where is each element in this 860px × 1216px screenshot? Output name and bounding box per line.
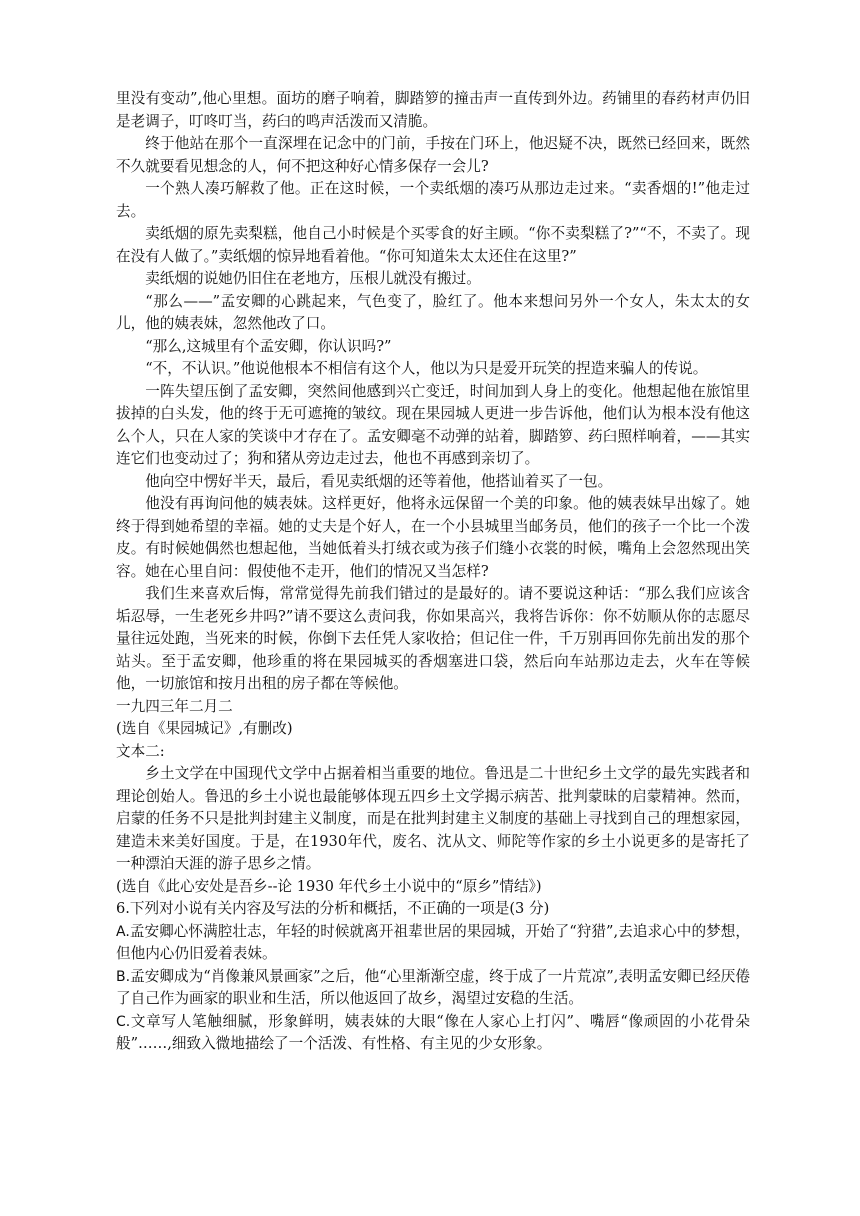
source-note: (选自《此心安处是吾乡--论 1930 年代乡土小说中的“原乡”情结》) [116, 877, 542, 895]
paragraph: 卖纸烟的说她仍旧住在老地方，压根儿就没有搬过。 [145, 270, 481, 287]
option-text: 孟安卿成为“肖像兼风景画家”之后，他“心里渐渐空虚，终于成了一片荒凉”,表明孟安卿已经厌倦了自己作为画家的职业和生活，所以他返回了故乡，渴望过安稳的生活。 [116, 967, 750, 1007]
paragraph: “那么,这城里有个孟安卿，你认识吗?” [145, 337, 392, 355]
text1-section [116, 88, 750, 1056]
option-b [116, 966, 750, 1011]
date-line: 一九四三年二月二 [116, 697, 233, 715]
paragraph: 里没有变动”,他心里想。面坊的磨子响着，脚踏箩的撞击声一直传到外边。药铺里的春药材声仍旧是老调子，叮咚叮当，药臼的鸣声活泼而又清脆。 [116, 90, 750, 130]
paragraph: “不，不认识。”他说他根本不相信有这个人，他以为只是爱开玩笑的捏造来骗人的传说。 [145, 360, 708, 377]
option-label: B. [116, 968, 131, 985]
option-text: 孟安卿心怀满腔壮志，年轻的时候就离开祖辈世居的果园城，开始了“狩猎”,去追求心中的梦想，但他内心仍旧爱着表妹。 [116, 922, 750, 962]
paragraph: “那么——”孟安卿的心跳起来，气色变了，脸红了。他本来想问另外一个女人，朱太太的女儿，他的姨表妹，忽然他改了口。 [116, 292, 750, 332]
question-stem: 6.下列对小说有关内容及写法的分析和概括，不正确的一项是(3 分) [116, 900, 550, 917]
option-label: A. [116, 923, 130, 940]
option-text: 文章写人笔触细腻，形象鲜明，姨表妹的大眼“像在人家心上打闪”、嘴唇“像顽固的小花骨朵般”……,细致入微地描绘了一个活泼、有性格、有主见的少女形象。 [116, 1012, 750, 1052]
paragraph: 乡土文学在中国现代文学中占据着相当重要的地位。鲁迅是二十世纪乡土文学的最先实践者和理论创始人。鲁迅的乡土小说也最能够体现五四乡土文学揭示病苦、批判蒙昧的启蒙精神。然而，启蒙的任务不只是批判封建主义制度，而是在批判封建主义制度的基础上寻找到自己的理想家园，建造未来美好国度。于是，在1930年代，废名、沈从文、师陀等作家的乡土小说更多的是寄托了一种漂泊天涯的游子思乡之情。 [116, 765, 750, 872]
paragraph: 他没有再询问他的姨表妹。这样更好，他将永远保留一个美的印象。他的姨表妹早出嫁了。她终于得到她希望的幸福。她的丈夫是个好人，在一个小县城里当邮务员，他们的孩子一个比一个泼皮。有时候她偶然也想起他，当她低着头打绒衣或为孩子们缝小衣裳的时候，嘴角上会忽然现出笑容。她在心里自问：假使他不走开，他们的情况又当怎样? [116, 495, 750, 580]
option-a [116, 921, 750, 966]
option-c [116, 1011, 750, 1056]
paragraph: 我们生来喜欢后悔，常常觉得先前我们错过的是最好的。请不要说这种话：“那么我们应该含垢忍辱，一生老死乡井吗?”请不要这么责问我，你如果高兴，我将告诉你：你不妨顺从你的志愿尽量往远处跑，当死来的时候，你倒下去任凭人家收拾；但记住一件，千万别再回你先前出发的那个站头。至于孟安卿，他珍重的将在果园城买的香烟塞进口袋，然后向车站那边走去，火车在等候他，一切旅馆和按月出租的房子都在等候他。 [116, 585, 750, 692]
paragraph: 一个熟人凑巧解救了他。正在这时候，一个卖纸烟的凑巧从那边走过来。“卖香烟的!”他走过去。 [116, 180, 750, 220]
paragraph: 他向空中愣好半天，最后，看见卖纸烟的还等着他，他搭讪着买了一包。 [145, 472, 613, 490]
paragraph: 终于他站在那个一直深埋在记念中的门前，手按在门环上，他迟疑不决，既然已经回来，既然不久就要看见想念的人，何不把这种好心情多保存一会儿? [116, 135, 750, 175]
text2-label: 文本二: [116, 742, 165, 760]
source-note: (选自《果园城记》,有删改) [116, 720, 293, 737]
paragraph: 一阵失望压倒了孟安卿，突然间他感到兴亡变迁，时间加到人身上的变化。他想起他在旅馆里拔掉的白头发，他的终于无可遮掩的皱纹。现在果园城人更进一步告诉他，他们认为根本没有他这么个人，只在人家的笑谈中才存在了。孟安卿毫不动弹的站着，脚踏箩、药臼照样响着，——其实连它们也变动过了；狗和猪从旁边走过去，他也不再感到亲切了。 [116, 382, 750, 467]
paragraph: 卖纸烟的原先卖梨糕，他自己小时候是个买零食的好主顾。“你不卖梨糕了?”“不，不卖了。现在没有人做了。”卖纸烟的惊异地看着他。“你可知道朱太太还住在这里?” [116, 225, 750, 265]
option-label: C. [116, 1013, 131, 1030]
